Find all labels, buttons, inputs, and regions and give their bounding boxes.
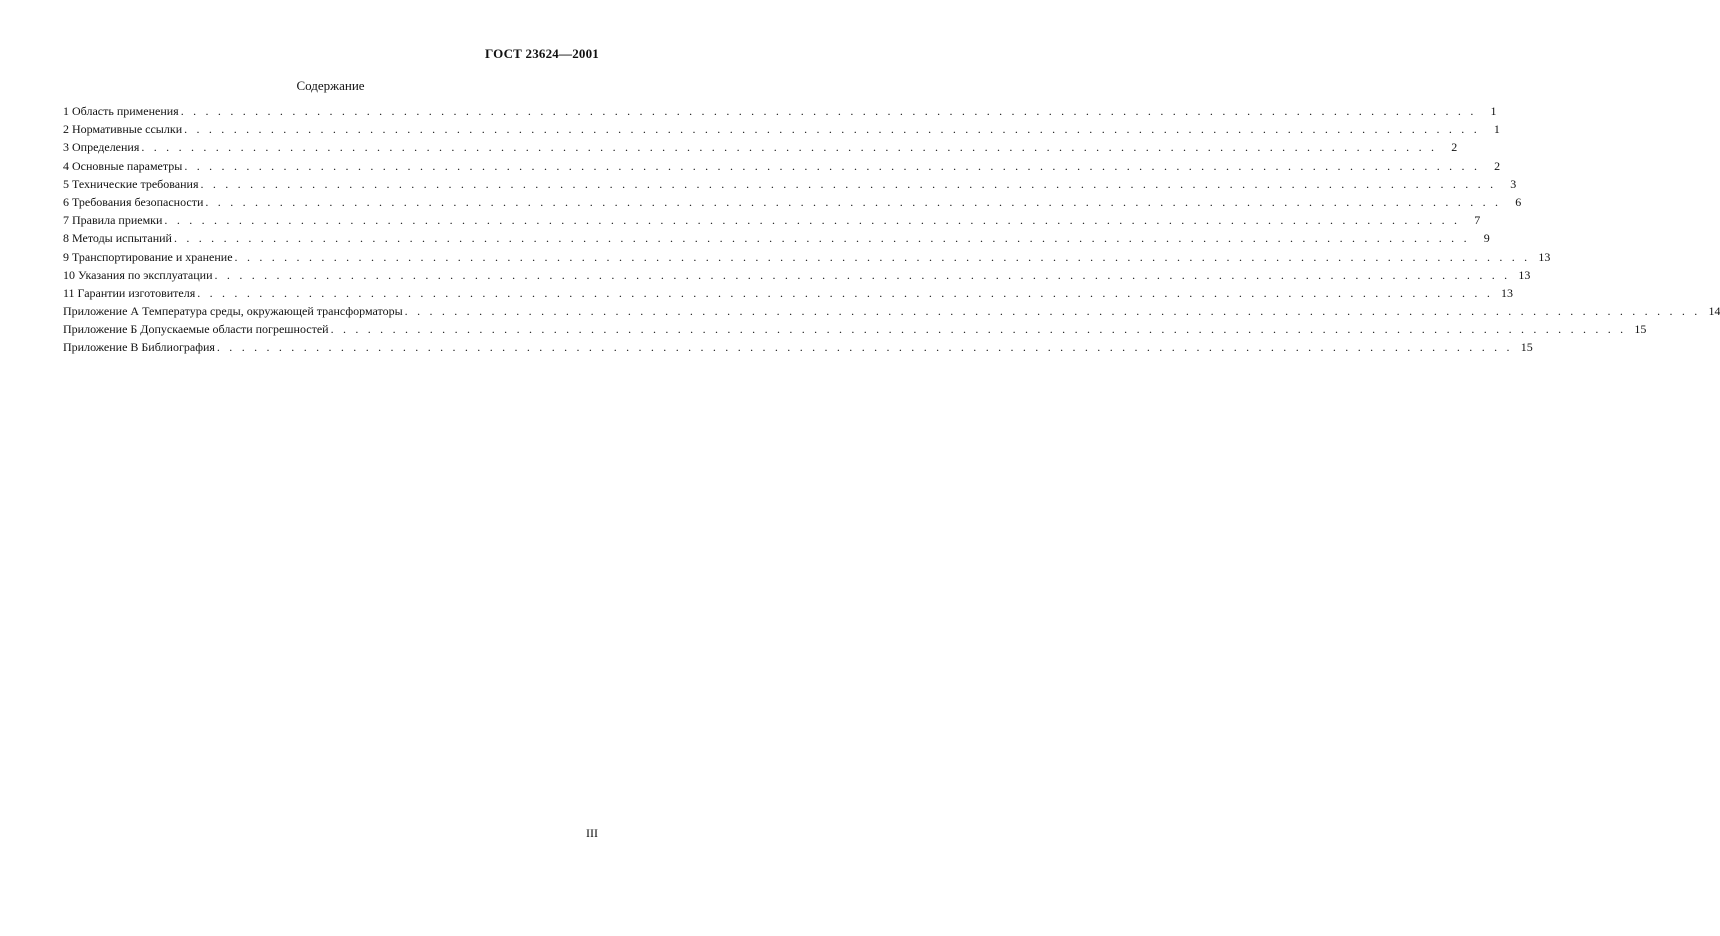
toc-leader-dots: . . . . . . . . . . . . . . . . . . . . . . . . . . . . . . . . . . . . . . . . . . . . . . . . . . . . . . . . . . . . . . . . . . . . . . . . . . . . . . . . . . . . . . . . . . . . . . . . . . . . . . . . . (141, 140, 1438, 155)
toc-entry-label: 11 Гарантии изготовителя (63, 285, 196, 300)
toc-entry[interactable] (63, 213, 1481, 231)
toc-entry[interactable] (63, 122, 1500, 140)
toc-leader-dots: . . . . . . . . . . . . . . . . . . . . . . . . . . . . . . . . . . . . . . . . . . . . . . . . . . . . . . . . . . . . . . . . . . . . . . . . . . . . . . . . . . . . . . . . . . . . . . . . . . . . . . . . . (330, 322, 1627, 337)
toc-entry[interactable] (63, 322, 1647, 340)
toc-entry-label: 1 Область применения (63, 104, 179, 118)
toc-entry-label: 3 Определения (63, 140, 140, 155)
toc-entry-page: 6 (1515, 194, 1522, 209)
toc-entry-label: 8 Методы испытаний (63, 231, 172, 246)
toc-entry[interactable] (63, 267, 1531, 286)
toc-leader-dots: . . . . . . . . . . . . . . . . . . . . . . . . . . . . . . . . . . . . . . . . . . . . . . . . . . . . . . . . . . . . . . . . . . . . . . . . . . . . . . . . . . . . . . . . . . . . . . . . . . . . . . . . . (216, 340, 1513, 355)
toc-leader-dots: . . . . . . . . . . . . . . . . . . . . . . . . . . . . . . . . . . . . . . . . . . . . . . . . . . . . . . . . . . . . . . . . . . . . . . . . . . . . . . . . . . . . . . . . . . . . . . . . . . . . . . . . . (214, 267, 1511, 282)
toc-entry-label: 7 Правила приемки (63, 213, 163, 228)
toc-entry[interactable] (63, 340, 1533, 358)
toc-entry-page: 3 (1510, 176, 1517, 191)
toc-entry-page: 7 (1474, 213, 1481, 228)
toc-entry[interactable] (63, 231, 1490, 249)
toc-leader-dots: . . . . . . . . . . . . . . . . . . . . . . . . . . . . . . . . . . . . . . . . . . . . . . . . . . . . . . . . . . . . . . . . . . . . . . . . . . . . . . . . . . . . . . . . . . . . . . . . . . . . . . . . . (234, 249, 1531, 264)
document-code: ГОСТ 23624—2001 (484, 46, 599, 61)
toc-entry-label: 4 Основные параметры (63, 158, 183, 173)
toc-entry[interactable] (63, 140, 1458, 158)
toc-leader-dots: . . . . . . . . . . . . . . . . . . . . . . . . . . . . . . . . . . . . . . . . . . . . . . . . . . . . . . . . . . . . . . . . . . . . . . . . . . . . . . . . . . . . . . . . . . . . . . . . . . . . . . . . . (184, 158, 1481, 173)
toc-entry-page: 15 (1634, 322, 1647, 337)
toc-entry-page: 13 (1501, 285, 1514, 300)
toc-title: Содержание (296, 78, 365, 93)
toc-entry-page: 13 (1518, 267, 1531, 282)
toc-entry-page: 14 (1708, 304, 1720, 319)
toc-entry[interactable] (63, 285, 1514, 304)
toc-entry[interactable] (63, 194, 1522, 213)
toc-entry-page: 1 (1490, 104, 1497, 118)
toc-entry-page: 13 (1538, 249, 1551, 264)
toc-entry-page: 2 (1451, 140, 1458, 155)
toc-entry-label: 9 Транспортирование и хранение (63, 249, 233, 264)
toc-entry-label: Приложение А Температура среды, окружающей трансформаторы (63, 304, 403, 319)
toc-entry-label: 10 Указания по эксплуатации (63, 267, 213, 282)
toc-entry-label: 6 Требования безопасности (63, 194, 204, 209)
toc-entry-page: 1 (1493, 122, 1500, 137)
toc-entry[interactable] (63, 104, 1497, 122)
toc-entry-page: 9 (1483, 231, 1490, 246)
toc-entry-page: 2 (1494, 158, 1501, 173)
toc-leader-dots: . . . . . . . . . . . . . . . . . . . . . . . . . . . . . . . . . . . . . . . . . . . . . . . . . . . . . . . . . . . . . . . . . . . . . . . . . . . . . . . . . . . . . . . . . . . . . . . . . . . . . . . . . (164, 213, 1461, 228)
toc-leader-dots: . . . . . . . . . . . . . . . . . . . . . . . . . . . . . . . . . . . . . . . . . . . . . . . . . . . . . . . . . . . . . . . . . . . . . . . . . . . . . . . . . . . . . . . . . . . . . . . . . . . . . . . . . (200, 176, 1497, 191)
toc-entry-label: Приложение Б Допускаемые области погрешностей (63, 322, 329, 337)
toc-entry-page: 15 (1520, 340, 1533, 355)
toc-entry[interactable] (63, 304, 1720, 322)
toc-leader-dots: . . . . . . . . . . . . . . . . . . . . . . . . . . . . . . . . . . . . . . . . . . . . . . . . . . . . . . . . . . . . . . . . . . . . . . . . . . . . . . . . . . . . . . . . . . . . . . . . . . . . . . . . . (205, 194, 1502, 209)
toc-entry-label: 5 Технические требования (63, 176, 199, 191)
page-number: III (586, 826, 598, 840)
toc-leader-dots: . . . . . . . . . . . . . . . . . . . . . . . . . . . . . . . . . . . . . . . . . . . . . . . . . . . . . . . . . . . . . . . . . . . . . . . . . . . . . . . . . . . . . . . . . . . . . . . . . . . . . . . . . (173, 231, 1470, 246)
toc-entry[interactable] (63, 158, 1501, 177)
toc-leader-dots: . . . . . . . . . . . . . . . . . . . . . . . . . . . . . . . . . . . . . . . . . . . . . . . . . . . . . . . . . . . . . . . . . . . . . . . . . . . . . . . . . . . . . . . . . . . . . . . . . . . . . . . . . (197, 285, 1494, 300)
table-of-contents (63, 104, 1720, 359)
toc-leader-dots: . . . . . . . . . . . . . . . . . . . . . . . . . . . . . . . . . . . . . . . . . . . . . . . . . . . . . . . . . . . . . . . . . . . . . . . . . . . . . . . . . . . . . . . . . . . . . . . . . . . . . . . . . (404, 304, 1701, 319)
toc-entry-label: Приложение В Библиография (63, 340, 215, 355)
toc-leader-dots: . . . . . . . . . . . . . . . . . . . . . . . . . . . . . . . . . . . . . . . . . . . . . . . . . . . . . . . . . . . . . . . . . . . . . . . . . . . . . . . . . . . . . . . . . . . . . . . . . . . . . . . . . (180, 104, 1477, 118)
toc-entry[interactable] (63, 176, 1517, 195)
toc-entry-label: 2 Нормативные ссылки (63, 122, 183, 137)
toc-leader-dots: . . . . . . . . . . . . . . . . . . . . . . . . . . . . . . . . . . . . . . . . . . . . . . . . . . . . . . . . . . . . . . . . . . . . . . . . . . . . . . . . . . . . . . . . . . . . . . . . . . . . . . . . . (184, 122, 1480, 137)
toc-entry[interactable] (63, 249, 1551, 268)
